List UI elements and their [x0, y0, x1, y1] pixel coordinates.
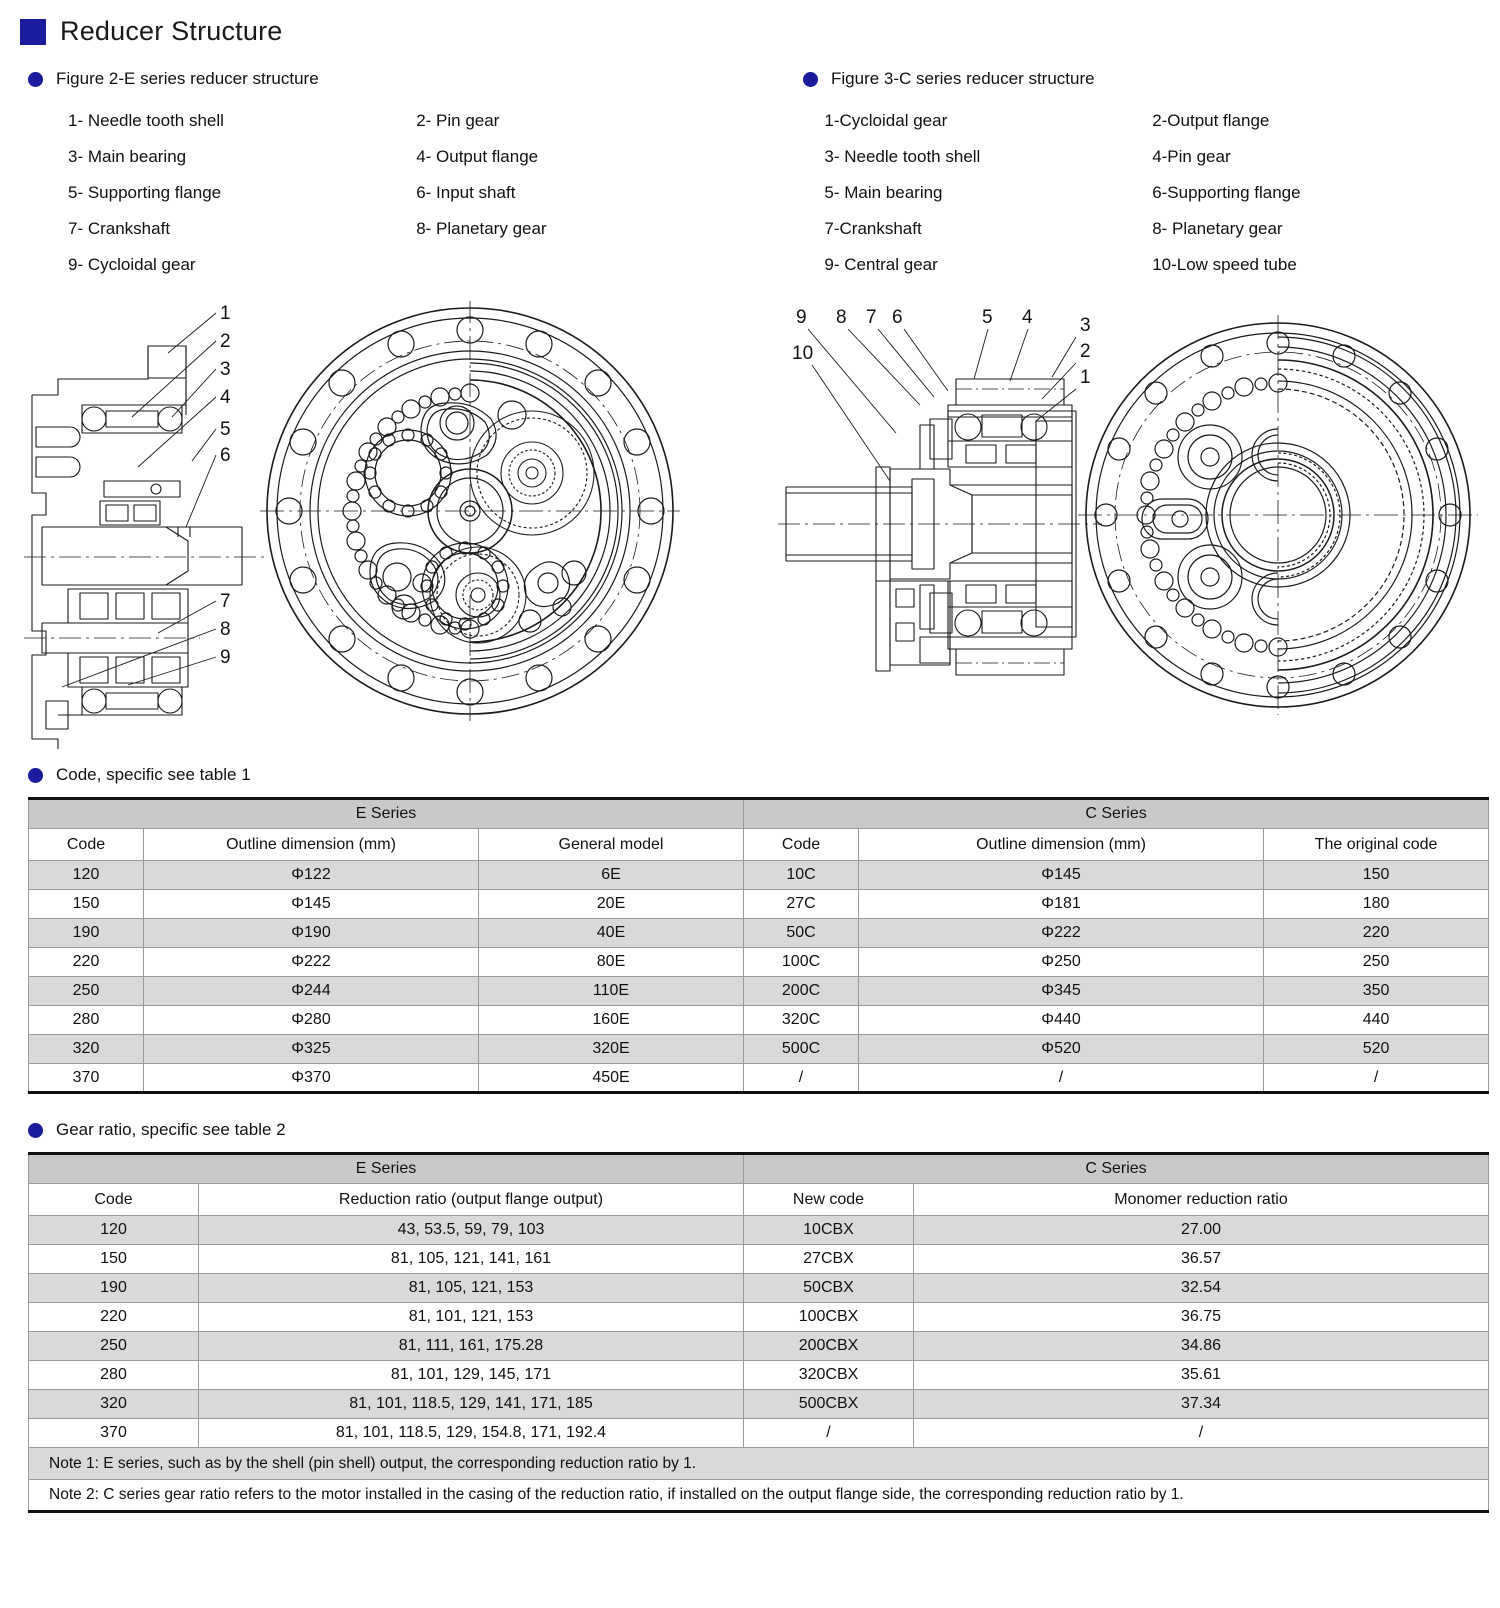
title-square-icon: [20, 19, 46, 45]
cell: 37.34: [914, 1390, 1489, 1419]
figure-caption-c: [785, 69, 1095, 89]
cell: 50C: [744, 919, 859, 948]
table-row: [29, 919, 1489, 948]
drawing-e-cross-section: [20, 289, 270, 749]
cell: Φ370: [144, 1064, 479, 1093]
cell: Φ222: [144, 948, 479, 977]
cell: 520: [1264, 1035, 1489, 1064]
svg-text:5: 5: [220, 419, 231, 440]
table-row: [29, 1361, 1489, 1390]
legend-item: 8- Planetary gear: [416, 219, 547, 238]
table-row: [29, 1274, 1489, 1303]
cell: 250: [1264, 948, 1489, 977]
cell: Φ190: [144, 919, 479, 948]
legend-item: 4- Output flange: [416, 147, 539, 166]
cell: 150: [29, 890, 144, 919]
cell: 150: [29, 1245, 199, 1274]
svg-text:9: 9: [796, 307, 807, 328]
cell: 500C: [744, 1035, 859, 1064]
table-row: [29, 1006, 1489, 1035]
legend-item: 2- Pin gear: [416, 111, 500, 130]
cell: 150: [1264, 861, 1489, 890]
cell: 36.75: [914, 1303, 1489, 1332]
cell: 250: [29, 977, 144, 1006]
cell: Φ244: [144, 977, 479, 1006]
page-title: Reducer Structure: [60, 16, 283, 46]
svg-text:6: 6: [220, 445, 231, 466]
table-row: [29, 977, 1489, 1006]
cell: 10CBX: [744, 1216, 914, 1245]
series-header-e: E Series: [29, 799, 744, 829]
svg-text:4: 4: [220, 387, 231, 408]
cell: Φ181: [859, 890, 1264, 919]
cell: Φ122: [144, 861, 479, 890]
cell: /: [914, 1419, 1489, 1448]
figure-caption-e-text: Figure 2-E series reducer structure: [56, 69, 319, 88]
cell: 250: [29, 1332, 199, 1361]
series-header-c: C Series: [744, 1154, 1489, 1184]
cell: Φ345: [859, 977, 1264, 1006]
cell: 81, 101, 121, 153: [199, 1303, 744, 1332]
cell: 320: [29, 1390, 199, 1419]
column-header: Code: [29, 829, 144, 861]
legend-item: [416, 255, 764, 275]
svg-text:5: 5: [982, 307, 993, 328]
cell: 320: [29, 1035, 144, 1064]
cell: Φ145: [859, 861, 1264, 890]
column-header: Reduction ratio (output flange output): [199, 1184, 744, 1216]
legend-item: 10-Low speed tube: [1152, 255, 1297, 274]
note-text: Note 1: E series, such as by the shell (pin shell) output, the corresponding reduction ratio by 1.: [29, 1448, 1489, 1480]
table-row: [29, 861, 1489, 890]
cell: /: [744, 1064, 859, 1093]
cell: 320C: [744, 1006, 859, 1035]
table-row: [29, 1035, 1489, 1064]
legend-item: 9- Cycloidal gear: [68, 255, 196, 274]
svg-text:2: 2: [1080, 341, 1091, 362]
legend-item: 8- Planetary gear: [1152, 219, 1283, 238]
cell: 81, 105, 121, 141, 161: [199, 1245, 744, 1274]
cell: 120: [29, 861, 144, 890]
table1-bullet: [20, 765, 1480, 785]
cell: Φ222: [859, 919, 1264, 948]
legend-item: 1- Needle tooth shell: [68, 111, 224, 130]
cell: 200CBX: [744, 1332, 914, 1361]
series-header-c: C Series: [744, 799, 1489, 829]
cell: 180: [1264, 890, 1489, 919]
cell: 34.86: [914, 1332, 1489, 1361]
table2-bullet-text: Gear ratio, specific see table 2: [56, 1120, 286, 1139]
column-header: Code: [29, 1184, 199, 1216]
cell: 32.54: [914, 1274, 1489, 1303]
svg-text:3: 3: [220, 359, 231, 380]
cell: 350: [1264, 977, 1489, 1006]
legend-item: 7-Crankshaft: [824, 219, 922, 238]
column-header: New code: [744, 1184, 914, 1216]
figure-legends: [20, 111, 1480, 275]
drawing-c-front-view: [1078, 315, 1478, 715]
cell: 27C: [744, 890, 859, 919]
bullet-dot-icon: [803, 72, 818, 87]
cell: 40E: [479, 919, 744, 948]
table-row: [29, 948, 1489, 977]
note-text: Note 2: C series gear ratio refers to the motor installed in the casing of the reduction ratio, if installed on the output flange side, the corresponding reduction ratio by 1.: [29, 1480, 1489, 1512]
cell: 80E: [479, 948, 744, 977]
table-row: [29, 1303, 1489, 1332]
cell: /: [859, 1064, 1264, 1093]
cell: 450E: [479, 1064, 744, 1093]
figure-captions: [20, 69, 1480, 89]
cell: Φ280: [144, 1006, 479, 1035]
figure-caption-c-text: Figure 3-C series reducer structure: [831, 69, 1095, 88]
legend-item: 6- Input shaft: [416, 183, 516, 202]
svg-text:6: 6: [892, 307, 903, 328]
svg-text:8: 8: [220, 619, 231, 640]
cell: 81, 101, 118.5, 129, 154.8, 171, 192.4: [199, 1419, 744, 1448]
svg-text:9: 9: [220, 647, 231, 668]
svg-text:1: 1: [1080, 367, 1091, 388]
cell: Φ520: [859, 1035, 1264, 1064]
bullet-dot-icon: [28, 72, 43, 87]
cell: 81, 105, 121, 153: [199, 1274, 744, 1303]
cell: 220: [29, 1303, 199, 1332]
cell: 120: [29, 1216, 199, 1245]
cell: 20E: [479, 890, 744, 919]
cell: 190: [29, 919, 144, 948]
legend-item: 7- Crankshaft: [68, 219, 171, 238]
legend-item: 3- Main bearing: [68, 147, 187, 166]
cell: 220: [1264, 919, 1489, 948]
legend-e-series: [20, 111, 764, 275]
table-row: [29, 1064, 1489, 1093]
cell: Φ440: [859, 1006, 1264, 1035]
page-title-row: [20, 0, 1480, 47]
table2-bullet: [20, 1120, 1480, 1140]
table2-wrapper: [20, 1152, 1480, 1513]
svg-text:3: 3: [1080, 315, 1091, 336]
svg-text:4: 4: [1022, 307, 1033, 328]
cell: Φ250: [859, 948, 1264, 977]
column-header: General model: [479, 829, 744, 861]
svg-text:7: 7: [220, 591, 231, 612]
table-gear-ratio: [28, 1152, 1489, 1513]
cell: 81, 101, 118.5, 129, 141, 171, 185: [199, 1390, 744, 1419]
table1-bullet-text: Code, specific see table 1: [56, 765, 251, 784]
cell: 81, 101, 129, 145, 171: [199, 1361, 744, 1390]
legend-c-series: [764, 111, 1480, 275]
table1-wrapper: [20, 797, 1480, 1094]
cell: 27CBX: [744, 1245, 914, 1274]
cell: 320CBX: [744, 1361, 914, 1390]
legend-item: 3- Needle tooth shell: [824, 147, 981, 166]
cell: 35.61: [914, 1361, 1489, 1390]
cell: 27.00: [914, 1216, 1489, 1245]
table-row: [29, 1390, 1489, 1419]
bullet-dot-icon: [28, 1123, 43, 1138]
cell: 500CBX: [744, 1390, 914, 1419]
cell: 36.57: [914, 1245, 1489, 1274]
cell: Φ145: [144, 890, 479, 919]
legend-item: 5- Supporting flange: [68, 183, 222, 202]
cell: 43, 53.5, 59, 79, 103: [199, 1216, 744, 1245]
column-header: Monomer reduction ratio: [914, 1184, 1489, 1216]
svg-text:1: 1: [220, 303, 231, 324]
table-row: [29, 1332, 1489, 1361]
cell: /: [1264, 1064, 1489, 1093]
svg-text:2: 2: [220, 331, 231, 352]
svg-text:10: 10: [792, 343, 814, 364]
technical-drawings: [20, 289, 1480, 759]
cell: 10C: [744, 861, 859, 890]
drawing-e-front-view: [260, 301, 680, 721]
table1-header-row: [29, 829, 1489, 861]
cell: 160E: [479, 1006, 744, 1035]
cell: 100CBX: [744, 1303, 914, 1332]
column-header: Outline dimension (mm): [144, 829, 479, 861]
legend-item: 1-Cycloidal gear: [824, 111, 948, 130]
bullet-dot-icon: [28, 768, 43, 783]
cell: 81, 111, 161, 175.28: [199, 1332, 744, 1361]
cell: 370: [29, 1064, 144, 1093]
table-row: [29, 890, 1489, 919]
legend-item: 9- Central gear: [824, 255, 938, 274]
cell: 190: [29, 1274, 199, 1303]
table-row: [29, 1419, 1489, 1448]
legend-item: 5- Main bearing: [824, 183, 943, 202]
cell: 100C: [744, 948, 859, 977]
cell: 220: [29, 948, 144, 977]
table-code-spec: [28, 797, 1489, 1094]
cell: 50CBX: [744, 1274, 914, 1303]
series-header-e: E Series: [29, 1154, 744, 1184]
cell: 280: [29, 1006, 144, 1035]
svg-text:7: 7: [866, 307, 877, 328]
legend-item: 6-Supporting flange: [1152, 183, 1301, 202]
legend-item: 2-Output flange: [1152, 111, 1270, 130]
cell: 6E: [479, 861, 744, 890]
cell: 200C: [744, 977, 859, 1006]
cell: /: [744, 1419, 914, 1448]
figure-caption-e: [20, 69, 785, 89]
cell: 440: [1264, 1006, 1489, 1035]
table-row: [29, 1216, 1489, 1245]
cell: 280: [29, 1361, 199, 1390]
table2-note-row: [29, 1448, 1489, 1480]
legend-item: 4-Pin gear: [1152, 147, 1231, 166]
cell: Φ325: [144, 1035, 479, 1064]
table2-note-row: [29, 1480, 1489, 1512]
cell: 110E: [479, 977, 744, 1006]
column-header: The original code: [1264, 829, 1489, 861]
column-header: Outline dimension (mm): [859, 829, 1264, 861]
drawing-c-cross-section: [770, 293, 1110, 753]
table-row: [29, 1245, 1489, 1274]
column-header: Code: [744, 829, 859, 861]
table2-series-row: [29, 1154, 1489, 1184]
cell: 370: [29, 1419, 199, 1448]
svg-text:8: 8: [836, 307, 847, 328]
table1-series-row: [29, 799, 1489, 829]
cell: 320E: [479, 1035, 744, 1064]
table2-header-row: [29, 1184, 1489, 1216]
